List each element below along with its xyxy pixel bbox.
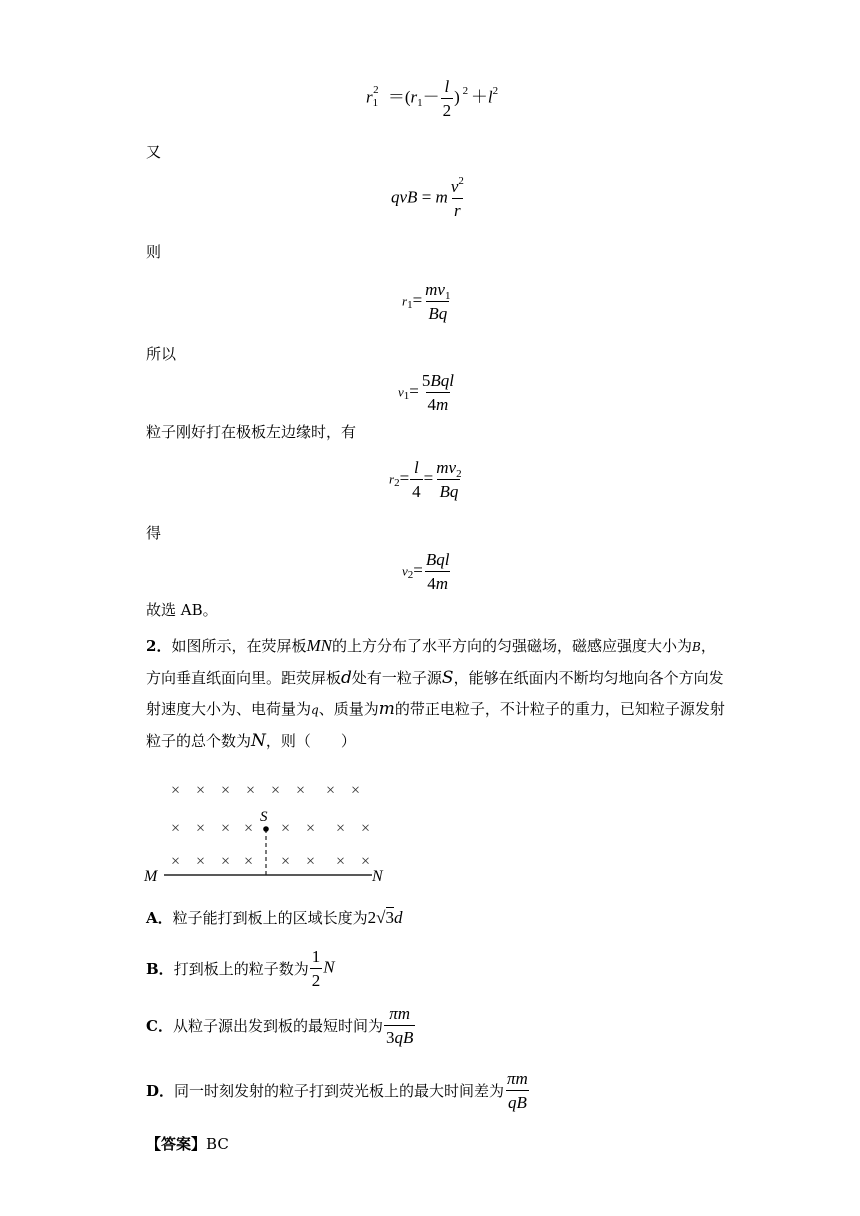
field-cross: × [246, 782, 256, 799]
option-B[interactable] [146, 948, 335, 989]
field-cross: × [306, 853, 316, 870]
field-cross: × [171, 820, 181, 837]
field-cross: × [196, 782, 206, 799]
option-C-formula: $\frac{\pi m}{3qB}$ [385, 1004, 414, 1047]
field-cross: × [296, 782, 306, 799]
option-C-text: 从粒子源出发到板的最短时间为 [172, 1017, 383, 1035]
equation-radius-geometry: $r_1^2 =(r_1-$ $\frac{l}{2}$ ) $^2 +l^2$ [366, 77, 499, 120]
option-D-text: 同一时刻发射的粒子打到荧光板上的最大时间差为 [174, 1082, 505, 1100]
field-cross: × [306, 820, 316, 837]
field-cross: × [221, 820, 231, 837]
field-cross: × [361, 853, 371, 870]
field-cross: × [171, 782, 181, 799]
option-D-formula: $\frac{\pi m}{qB}$ [507, 1069, 528, 1112]
option-C-label: C． [146, 1017, 173, 1035]
field-cross: × [336, 853, 346, 870]
field-cross: × [271, 782, 281, 799]
equation-lorentz-force: qvB = m $\frac{v^2}{r}$ [391, 175, 464, 220]
option-D[interactable] [146, 1070, 531, 1111]
field-cross: × [221, 853, 231, 870]
field-cross: × [336, 820, 346, 837]
label-S: S [260, 809, 268, 825]
field-cross: × [196, 820, 206, 837]
text-you: 又 [146, 143, 162, 161]
option-A-label: A． [146, 909, 173, 927]
option-B-text: 打到板上的粒子数为 [173, 960, 309, 978]
field-cross: × [326, 782, 336, 799]
field-cross: × [244, 853, 254, 870]
field-cross: × [196, 853, 206, 870]
field-cross: × [221, 782, 231, 799]
source-point-S [263, 826, 269, 832]
equation-v1: v1= $\frac{\text{5Bql}}{4m}$ [398, 371, 454, 414]
equation-v2: v2= $\frac{\text{Bql}}{4m}$ [402, 550, 450, 593]
answer-value: BC [206, 1135, 229, 1153]
field-cross: × [351, 782, 361, 799]
answer-label: 【答案】 [146, 1135, 207, 1153]
field-cross: × [361, 820, 371, 837]
field-cross: × [281, 853, 291, 870]
text-choose-answer: 故选 AB。 [146, 601, 218, 619]
option-C[interactable] [146, 1005, 416, 1046]
field-cross: × [244, 820, 254, 837]
answer [146, 1133, 229, 1154]
text-de: 得 [146, 524, 162, 542]
text-edge-condition: 粒子刚好打在极板左边缘时，有 [146, 423, 357, 441]
field-crosses [171, 782, 370, 870]
equation-r2: r2= $\frac{l}{4}$ = $\frac{mv_2}{Bq}$ [389, 458, 462, 501]
question-2-stem: 2．如图所示，在荧屏板MN的上方分布了水平方向的匀强磁场，磁感应强度大小为B，方向垂直纸面向里。距荧屏板d处有一粒子源S，能够在纸面内不断均匀地向各个方向发射速度大小为、电荷量为q、质量为m的带正电粒子，不计粒子的重力，已知粒子源发射粒子的总个数为N，则（ ） [146, 636, 725, 751]
option-B-label: B． [146, 960, 174, 978]
field-cross: × [281, 820, 291, 837]
label-N: N [372, 868, 383, 885]
option-A[interactable] [146, 907, 403, 928]
magnetic-field-figure [140, 775, 400, 885]
field-cross: × [171, 853, 181, 870]
option-A-formula: 2√3d [367, 908, 403, 927]
option-D-label: D． [146, 1082, 175, 1100]
equation-r1: r1= $\frac{mv_1}{Bq}$ [402, 280, 451, 323]
option-B-formula: $\frac{1}{2}$ N [311, 947, 335, 990]
text-ze: 则 [146, 243, 162, 261]
label-M: M [144, 868, 158, 885]
text-suoyi: 所以 [146, 345, 177, 363]
question-number: 2 [146, 637, 157, 655]
option-A-text: 粒子能打到板上的区域长度为 [172, 909, 368, 927]
